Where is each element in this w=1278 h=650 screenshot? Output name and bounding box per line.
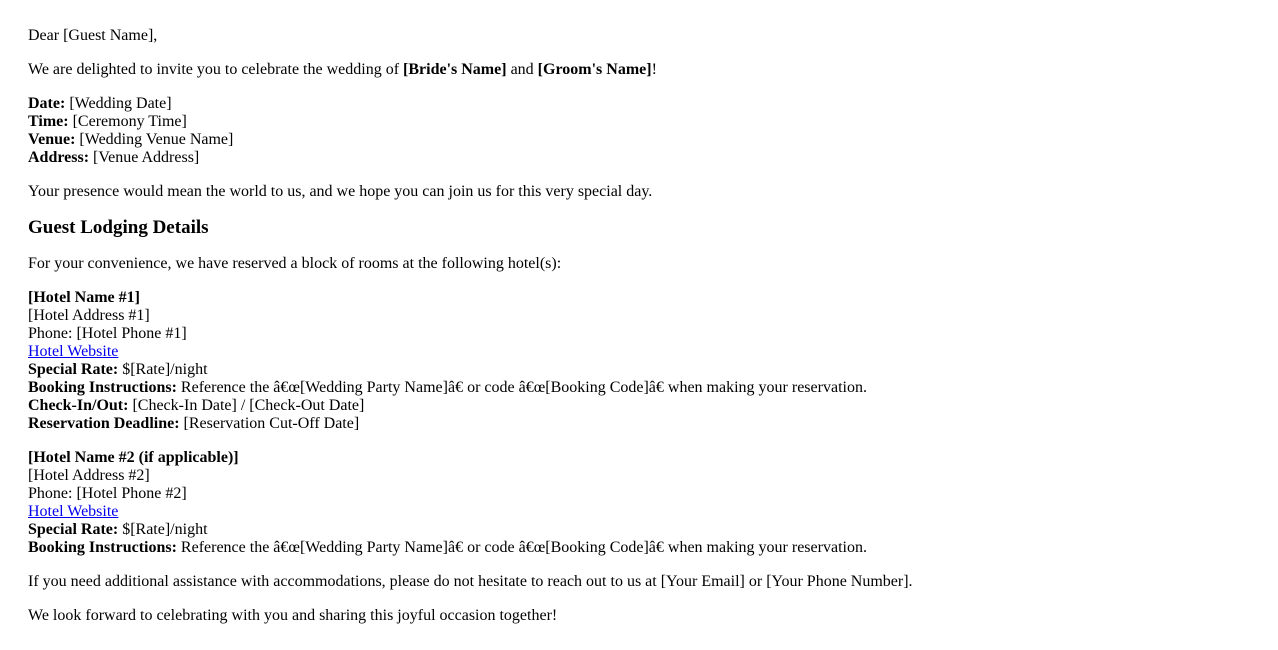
hotel-1-website-link[interactable]: Hotel Website <box>28 343 119 360</box>
hotel-1-block <box>28 289 1278 433</box>
time-label: Time: <box>28 113 69 130</box>
date-line <box>28 95 1278 113</box>
hotel-1-booking-value: Reference the â€œ[Wedding Party Name]â€ or code â€œ[Booking Code]â€ when making your reservation. <box>176 379 867 396</box>
hotel-2-address: [Hotel Address #2] <box>28 467 150 484</box>
invitation-prefix: We are delighted to invite you to celebrate the wedding of <box>28 61 404 78</box>
invitation-line <box>28 61 1278 79</box>
hotel-2-rate-value: $[Rate]/night <box>118 521 208 538</box>
farewell-text: We look forward to celebrating with you and sharing this joyful occasion together! <box>28 607 558 624</box>
hotel-1-booking-line <box>28 379 1278 397</box>
hotel-1-rate-value: $[Rate]/night <box>118 361 208 378</box>
venue-value: [Wedding Venue Name] <box>75 131 234 148</box>
hotel-2-booking-value: Reference the â€œ[Wedding Party Name]â€ or code â€œ[Booking Code]â€ when making your reservation. <box>176 539 867 556</box>
hotel-2-booking-label: Booking Instructions: <box>28 539 177 556</box>
hotel-2-rate-line <box>28 521 1278 539</box>
event-details <box>28 95 1278 167</box>
date-label: Date: <box>28 95 66 112</box>
hotel-1-website-line <box>28 343 1278 361</box>
date-value: [Wedding Date] <box>65 95 172 112</box>
presence-text: Your presence would mean the world to us, and we hope you can join us for this very special day. <box>28 183 653 200</box>
hotel-2-block <box>28 449 1278 557</box>
hotel-1-checkin-label: Check-In/Out: <box>28 397 129 414</box>
hotel-2-name: [Hotel Name #2 (if applicable)] <box>28 449 239 466</box>
hotel-1-deadline-value: [Reservation Cut-Off Date] <box>179 415 360 432</box>
hotel-1-rate-line <box>28 361 1278 379</box>
time-value: [Ceremony Time] <box>68 113 187 130</box>
venue-label: Venue: <box>28 131 76 148</box>
hotel-2-website-line <box>28 503 1278 521</box>
hotel-1-deadline-line <box>28 415 1278 433</box>
hotel-1-checkin-line <box>28 397 1278 415</box>
bride-name: [Bride's Name] <box>403 61 507 78</box>
address-line <box>28 149 1278 167</box>
invitation-and: and <box>506 61 538 78</box>
hotel-1-booking-label: Booking Instructions: <box>28 379 177 396</box>
groom-name: [Groom's Name] <box>537 61 652 78</box>
greeting: Dear [Guest Name], <box>28 27 158 44</box>
hotel-2-booking-line <box>28 539 1278 557</box>
hotel-1-name: [Hotel Name #1] <box>28 289 140 306</box>
hotel-2-phone: Phone: [Hotel Phone #2] <box>28 485 187 502</box>
hotel-1-checkin-value: [Check-In Date] / [Check-Out Date] <box>128 397 365 414</box>
lodging-heading: Guest Lodging Details <box>28 217 209 238</box>
time-line <box>28 113 1278 131</box>
hotel-1-rate-label: Special Rate: <box>28 361 119 378</box>
hotel-2-rate-label: Special Rate: <box>28 521 119 538</box>
venue-line <box>28 131 1278 149</box>
address-label: Address: <box>28 149 90 166</box>
address-value: [Venue Address] <box>89 149 200 166</box>
assistance-text: If you need additional assistance with accommodations, please do not hesitate to reach out to us at [Your Email] or [Your Phone Number]. <box>28 573 913 590</box>
lodging-intro: For your convenience, we have reserved a block of rooms at the following hotel(s): <box>28 255 562 272</box>
invitation-suffix: ! <box>651 61 657 78</box>
hotel-1-phone: Phone: [Hotel Phone #1] <box>28 325 187 342</box>
hotel-1-address: [Hotel Address #1] <box>28 307 150 324</box>
hotel-2-website-link[interactable]: Hotel Website <box>28 503 119 520</box>
hotel-1-deadline-label: Reservation Deadline: <box>28 415 180 432</box>
